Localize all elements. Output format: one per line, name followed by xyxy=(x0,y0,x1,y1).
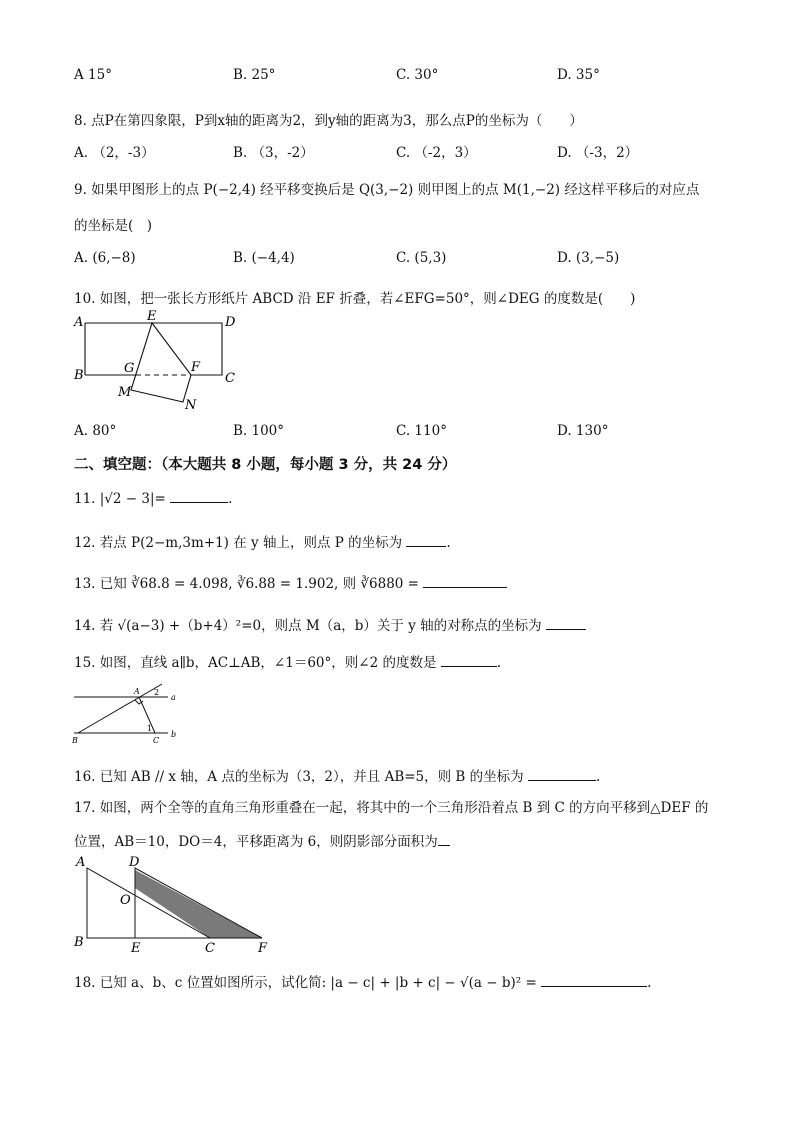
q12-period: . xyxy=(446,535,451,551)
q15-label-line-b: b xyxy=(171,730,177,739)
q17-shaded-region xyxy=(135,870,262,938)
q10-label-d: D xyxy=(225,315,236,330)
q8-option-b: B. （3，-2） xyxy=(233,145,314,161)
q17-label-f: F xyxy=(258,941,268,956)
q10-option-d: D. 130° xyxy=(557,423,609,439)
q11-answer-blank[interactable] xyxy=(170,490,228,503)
q17-label-a: A xyxy=(76,855,86,870)
q17-label-b: B xyxy=(74,935,84,950)
q9-option-a: A. (6,−8) xyxy=(74,250,136,266)
q17-stem-line1: 17. 如图，两个全等的直角三角形重叠在一起，将其中的一个三角形沿着点 B 到 C 的方向平移到△DEF 的 xyxy=(74,800,709,816)
q15-line xyxy=(74,651,501,671)
q16-answer-blank[interactable] xyxy=(528,768,596,781)
q15-label-line-a: a xyxy=(171,693,176,702)
q7-option-a: A 15° xyxy=(74,67,112,83)
q14-stem: 14. 若 √(a−3) +（b+4）²=0，则点 M（a，b）关于 y 轴的对称点的坐标为 xyxy=(74,618,542,634)
q9-option-c: C. (5,3) xyxy=(396,250,447,266)
q17-line2 xyxy=(74,830,450,850)
q15-label-a: A xyxy=(134,687,140,696)
q10-option-a: A. 80° xyxy=(74,423,117,439)
q8-option-a: A. （2，-3） xyxy=(74,145,155,161)
q10-stem: 10. 如图，把一张长方形纸片 ABCD 沿 EF 折叠，若∠EFG=50°，则∠DEG 的度数是( ) xyxy=(74,291,636,307)
q15-label-b: B xyxy=(72,736,78,745)
q12-stem: 12. 若点 P(2−m,3m+1) 在 y 轴上，则点 P 的坐标为 xyxy=(74,535,403,551)
q11-line xyxy=(74,490,232,507)
q10-label-f: F xyxy=(191,360,201,375)
q14-answer-blank[interactable] xyxy=(546,617,586,630)
q10-label-b: B xyxy=(74,368,84,383)
q7-option-c: C. 30° xyxy=(396,67,439,83)
q9-option-b: B. (−4,4) xyxy=(233,250,295,266)
q15-answer-blank[interactable] xyxy=(441,654,497,667)
q12-line xyxy=(74,531,451,551)
q15-period: . xyxy=(496,655,502,671)
q9-stem-line1: 9. 如果甲图形上的点 P(−2,4) 经平移变换后是 Q(3,−2) 则甲图上的点 M(1,−2) 经这样平移后的对应点 xyxy=(74,182,700,198)
q17-label-c: C xyxy=(205,941,215,956)
q8-option-d: D. （-3，2） xyxy=(557,145,639,161)
q10-label-a: A xyxy=(74,315,84,330)
section-heading-fill-in: 二、填空题：（本大题共 8 小题，每小题 3 分，共 24 分） xyxy=(74,457,457,473)
q14-line xyxy=(74,614,586,634)
q10-label-n: N xyxy=(185,398,197,413)
q17-label-d: D xyxy=(129,855,140,870)
q17-label-e: E xyxy=(131,941,141,956)
q10-label-e: E xyxy=(147,309,157,324)
q16-stem: 16. 已知 AB // x 轴，A 点的坐标为（3，2），并且 AB=5，则 B 的坐标为 xyxy=(74,769,524,785)
q13-answer-blank[interactable] xyxy=(423,575,507,588)
q18-line xyxy=(74,971,651,991)
q7-option-d: D. 35° xyxy=(557,67,600,83)
q10-label-c: C xyxy=(225,371,235,386)
q17-answer-blank[interactable] xyxy=(438,833,450,846)
q15-stem: 15. 如图，直线 a∥b，AC⊥AB，∠1＝60°，则∠2 的度数是 xyxy=(74,655,437,671)
q10-label-m: M xyxy=(118,385,132,400)
q9-stem-line2: 的坐标是( ) xyxy=(74,218,153,234)
q10-label-g: G xyxy=(124,361,135,376)
q18-answer-blank[interactable] xyxy=(541,974,647,987)
q8-option-c: C. （-2，3） xyxy=(396,145,477,161)
q18-stem: 18. 已知 a、b、c 位置如图所示，试化简: |a − c| + |b + c| − √(a − b)² = xyxy=(74,975,537,991)
q13-line xyxy=(74,572,507,592)
q10-option-b: B. 100° xyxy=(233,423,285,439)
q17-label-o: O xyxy=(120,893,131,908)
q17-stem-line2: 位置，AB＝10，DO＝4，平移距离为 6，则阴影部分面积为 xyxy=(74,834,438,850)
q15-label-1: 1 xyxy=(147,724,153,733)
q8-stem: 8. 点P在第四象限，P到x轴的距离为2，到y轴的距离为3，那么点P的坐标为（ ） xyxy=(74,113,583,129)
q15-label-c: C xyxy=(153,736,160,745)
q13-stem: 13. 已知 ∛68.8 = 4.098, ∛6.88 = 1.902, 则 ∛6880 = xyxy=(74,576,419,592)
q16-line xyxy=(74,765,600,785)
q18-period: . xyxy=(647,975,652,991)
q9-option-d: D. (3,−5) xyxy=(557,250,620,266)
q11-period: . xyxy=(228,491,233,507)
q12-answer-blank[interactable] xyxy=(406,534,446,547)
q16-period: . xyxy=(595,769,601,785)
q15-label-2: 2 xyxy=(154,688,160,697)
q10-option-c: C. 110° xyxy=(396,423,447,439)
q7-option-b: B. 25° xyxy=(233,67,276,83)
q11-stem: 11. |√2 − 3|= xyxy=(74,491,166,507)
